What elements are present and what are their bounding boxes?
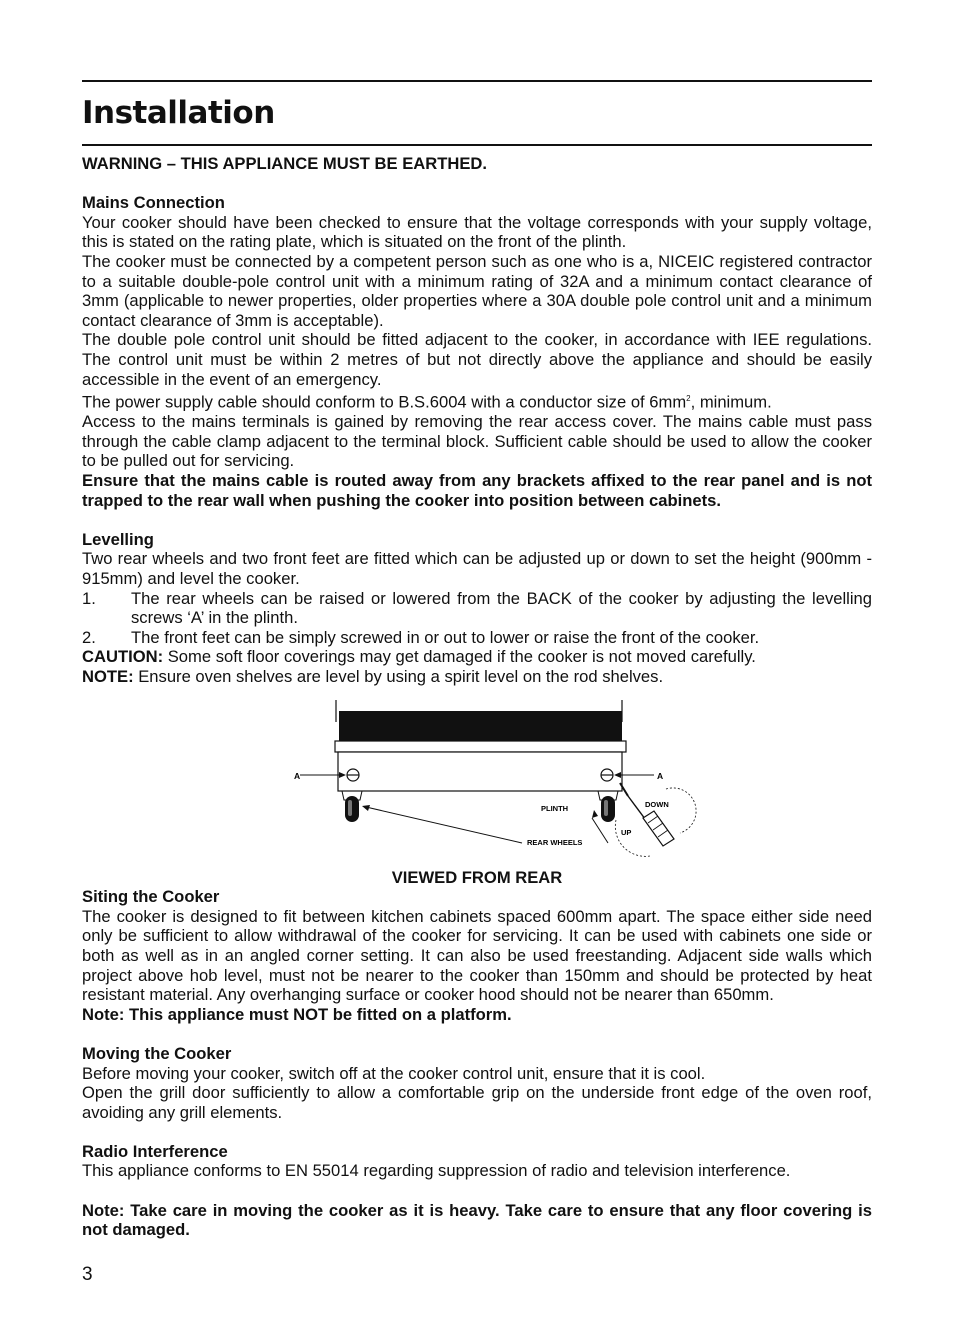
list-item <box>82 628 872 648</box>
levelling-screw-left <box>347 769 359 781</box>
list-number: 2. <box>82 627 96 647</box>
caution-line <box>82 647 872 667</box>
pointer-wheel-left <box>366 807 522 843</box>
label-rear-wheels: REAR WHEELS <box>527 837 583 847</box>
diagram-caption: VIEWED FROM REAR <box>391 867 563 887</box>
up-rotation-arc <box>615 820 650 856</box>
label-down: DOWN <box>645 799 669 809</box>
cable-routing-warning: Ensure that the mains cable is routed away from any brackets affixed to the rear panel and is not trapped to the rear wall when pushing the cooker into position between cabinets. <box>82 471 872 510</box>
rear-wheel-right <box>598 791 618 822</box>
cooker-body-band <box>339 711 622 741</box>
cooker-ledge <box>335 741 626 752</box>
moving-heading: Moving the Cooker <box>82 1043 232 1063</box>
final-note: Note: Take care in moving the cooker as it is heavy. Take care to ensure that any floor covering is not damaged. <box>82 1200 872 1240</box>
power-cable-paragraph <box>82 389 872 412</box>
note-line <box>82 667 872 687</box>
levelling-screw-right <box>601 769 613 781</box>
list-text: The front feet can be simply screwed in or out to lower or raise the front of the cooker. <box>131 627 760 647</box>
mains-paragraph: Access to the mains terminals is gained by removing the rear access cover. The mains cable must pass through the cable clamp adjacent to the terminal block. Sufficient cable should be used to allow the cooker to be pulled out for servicing. <box>82 412 872 471</box>
moving-paragraph: Before moving your cooker, switch off at the cooker control unit, ensure that it is cool. <box>82 1063 706 1083</box>
siting-heading: Siting the Cooker <box>82 887 220 907</box>
mains-heading: Mains Connection <box>82 193 225 213</box>
note-text: Ensure oven shelves are level by using a spirit level on the rod shelves. <box>133 666 664 686</box>
squared-superscript: 2 <box>686 394 691 404</box>
levelling-heading: Levelling <box>82 529 154 549</box>
label-a-right: A <box>657 770 664 781</box>
content <box>82 154 872 1240</box>
levelling-intro: Two rear wheels and two front feet are fitted which can be adjusted up or down to set the height (900mm - 915mm) and level the cooker. <box>82 549 872 588</box>
list-number: 1. <box>82 588 96 608</box>
power-cable-text: The power supply cable should conform to B.S.6004 with a conductor size of 6mm <box>82 392 687 412</box>
mains-paragraph: Your cooker should have been checked to ensure that the voltage corresponds with your supply voltage, this is stated on the rating plate, which is situated on the front of the plinth. <box>82 212 872 252</box>
page <box>82 80 872 1240</box>
label-plinth: PLINTH <box>541 803 569 813</box>
arrowhead-wheel-right <box>592 810 598 818</box>
platform-note: Note: This appliance must NOT be fitted on a platform. <box>82 1004 512 1024</box>
earthing-warning: WARNING – THIS APPLIANCE MUST BE EARTHED. <box>82 154 488 173</box>
page-title: Installation <box>82 95 275 131</box>
power-cable-text-end: , minimum. <box>690 392 772 412</box>
note-label: NOTE: <box>82 666 134 686</box>
caution-label: CAUTION: <box>82 647 164 667</box>
moving-paragraph: Open the grill door sufficiently to allow a comfortable grip on the underside front edge of the oven roof, avoiding any grill elements. <box>82 1083 872 1122</box>
list-text: The rear wheels can be raised or lowered from the BACK of the cooker by adjusting the levelling screws ‘A’ in the plinth. <box>131 588 872 628</box>
mains-paragraph: The cooker must be connected by a competent person such as one who is a, NICEIC registered contractor to a suitable double-pole control unit with a minimum rating of 32A and a minimum contact clearance of 3mm (applicable to newer properties, older properties where a 30A double pole control unit and a minimum contact clearance of 3mm is acceptable). <box>82 251 872 330</box>
mains-paragraph: The double pole control unit should be fitted adjacent to the cooker, in accordance with IEE regulations. The control unit must be within 2 metres of but not directly above the appliance and should be easily accessible in the event of an emergency. <box>82 330 872 389</box>
radio-paragraph: This appliance conforms to EN 55014 regarding suppression of radio and television interference. <box>82 1161 791 1181</box>
label-a-left: A <box>294 770 301 781</box>
caution-text: Some soft floor coverings may get damaged if the cooker is not moved carefully. <box>163 647 756 667</box>
siting-paragraph: The cooker is designed to fit between kitchen cabinets spaced 600mm apart. The space either side need only be sufficient to allow withdrawal of the cooker for servicing. It can be used with cabinets one side or both as well as in an angled corner setting. It can also be used freestanding. Adjacent side walls which project above hob level, must not be nearer to the cooker than 150mm and should be protected by heat resistant material. Any overhanging surface or cooker hood should not be nearer than 650mm. <box>82 906 872 1005</box>
title-rule <box>82 144 872 146</box>
rear-view-illustration <box>282 700 712 868</box>
rear-wheel-left <box>342 791 362 822</box>
arrowhead-wheel-left <box>362 805 370 811</box>
pointer-wheel-right <box>592 818 608 843</box>
plinth <box>338 752 622 791</box>
list-item <box>82 589 872 628</box>
label-up: UP <box>621 827 632 837</box>
down-rotation-arc <box>666 787 696 832</box>
radio-heading: Radio Interference <box>82 1141 228 1161</box>
page-number: 3 <box>82 1264 93 1285</box>
rear-view-diagram <box>82 700 872 868</box>
